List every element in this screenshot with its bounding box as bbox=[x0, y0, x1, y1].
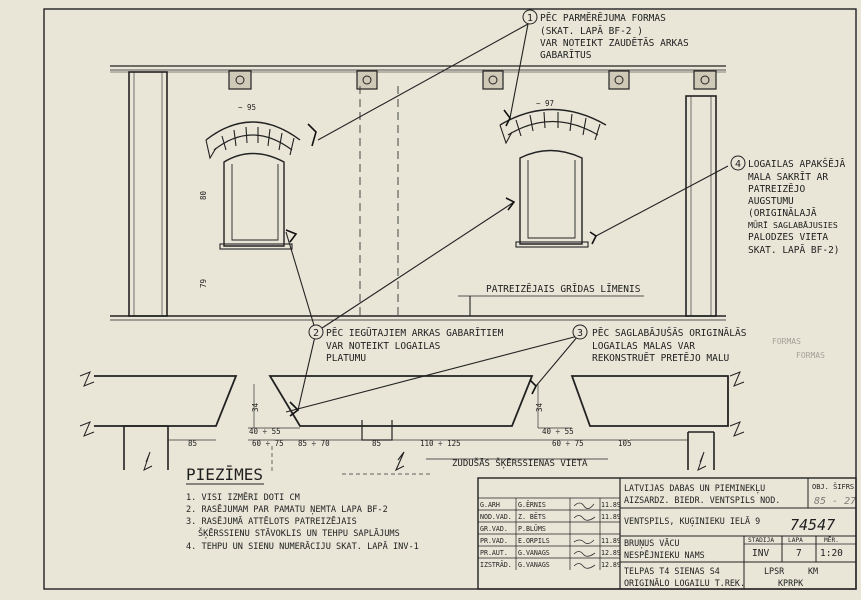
missing-wall-label: ZUDUŠĀS ŠĶĒRSSIENAS VIETA bbox=[452, 459, 588, 469]
staff-name-6: G.VANAGS bbox=[518, 561, 550, 569]
staff-date-6: 12.89 bbox=[601, 561, 621, 569]
note-4: 4. TEHPU UN SIENU NUMERĀCIJU SKAT. LAPĀ INV-1 bbox=[186, 542, 419, 552]
org-line-1: LATVIJAS DABAS UN PIEMINEKĻU bbox=[624, 483, 766, 493]
staff-name-5: G.VANAGS bbox=[518, 549, 550, 557]
floor-level-label: PATREIZĒJAIS GRĪDAS LĪMENIS bbox=[486, 284, 641, 295]
floor-line bbox=[110, 316, 726, 320]
staff-role-5: PR.AUT. bbox=[480, 549, 508, 557]
dim-height-left: 80 bbox=[199, 190, 208, 200]
drawing-title-line-2: ORIGINĀLO LOGAILU T.REK. bbox=[624, 578, 746, 588]
drawing-title-line-1: TELPAS T4 SIENAS S4 bbox=[624, 566, 720, 576]
staff-name-4: E.ORPILS bbox=[518, 537, 550, 545]
dim-60-75-right: 60 ÷ 75 bbox=[552, 439, 584, 448]
dept-1: LPSR bbox=[764, 566, 785, 576]
note-2: 2. RASĒJUMAM PAR PAMATU ŅEMTA LAPA BF-2 bbox=[186, 505, 388, 515]
callout-4-line-5: (ORIGINĀLAJĀ bbox=[748, 208, 817, 219]
staff-name-1: G.ĒRNIS bbox=[518, 501, 546, 509]
note-3b: ŠĶĒRSSIENU STĀVOKLIS UN TEHPU SAPLĀJUMS bbox=[198, 529, 400, 539]
staff-date-4: 11.89 bbox=[601, 537, 621, 545]
window-left bbox=[206, 122, 300, 249]
note-3: 3. RASĒJUMĀ ATTĒLOTS PATREIZĒJAIS bbox=[186, 517, 357, 527]
staff-role-6: IZSTRĀD. bbox=[480, 561, 512, 569]
callout-3-line-2: LOGAILAS MALAS VAR bbox=[592, 341, 695, 352]
dim-34-left: 34 bbox=[251, 402, 260, 412]
window-right bbox=[500, 110, 606, 248]
callout-4-line-8: SKAT. LAPĀ BF-2) bbox=[748, 245, 840, 256]
ceiling-cornice bbox=[110, 66, 726, 72]
staff-date-2: 11.89 bbox=[601, 513, 621, 521]
callout-1-line-1: PĒC PARMĒRĒJUMA FORMAS bbox=[540, 13, 666, 24]
sheet-value: 7 bbox=[796, 548, 802, 559]
dim-arch-left: ~ 95 bbox=[238, 103, 257, 112]
object-code-label: OBJ. ŠIFRS bbox=[812, 483, 855, 491]
dim-40-55-right: 40 ÷ 55 bbox=[542, 427, 574, 436]
pilasters bbox=[129, 72, 716, 316]
dim-sill-left: 79 bbox=[199, 278, 208, 288]
staff-date-1: 11.89 bbox=[601, 501, 621, 509]
stray-text-1: FORMAS bbox=[772, 337, 801, 346]
dim-110-125: 110 ÷ 125 bbox=[420, 439, 461, 448]
dim-85-70: 85 ÷ 70 bbox=[298, 439, 330, 448]
sheet-number: 74547 bbox=[790, 516, 836, 534]
staff-role-4: PR.VAD. bbox=[480, 537, 508, 545]
dept-3: KPRPK bbox=[778, 578, 804, 588]
dim-105: 105 bbox=[618, 439, 632, 448]
callout-number-1: 1 bbox=[527, 13, 534, 24]
staff-name-2: Z. BĒTS bbox=[518, 513, 546, 521]
dim-60-75-left: 60 ÷ 75 bbox=[252, 439, 284, 448]
callout-4-line-2: MALA SAKRĪT AR bbox=[748, 172, 829, 183]
callout-4-line-4: AUGSTUMU bbox=[748, 196, 794, 207]
callout-number-4: 4 bbox=[735, 159, 742, 170]
staff-role-3: GR.VAD. bbox=[480, 525, 508, 533]
leader-lines bbox=[286, 24, 728, 470]
signatures bbox=[574, 503, 595, 568]
org-line-2: AIZSARDZ. BIEDR. VENTSPILS NOD. bbox=[624, 495, 781, 505]
stage-label: STADIJA bbox=[748, 537, 775, 544]
building-line-1: BRUŅUS VĀCU bbox=[624, 538, 680, 548]
staff-role-1: G.ARH bbox=[480, 501, 500, 509]
dim-85-left: 85 bbox=[188, 439, 198, 448]
plan-view bbox=[80, 372, 744, 470]
callout-1-line-3: VAR NOTEIKT ZAUDĒTĀS ARKAS bbox=[540, 38, 689, 49]
staff-date-5: 12.89 bbox=[601, 549, 621, 557]
dim-40-55-left: 40 ÷ 55 bbox=[249, 427, 281, 436]
callout-2-line-1: PĒC IEGŪTAJIEM ARKAS GABARĪTIEM bbox=[326, 328, 504, 339]
callout-number-3: 3 bbox=[577, 328, 584, 339]
callout-4-line-6: MŪRĪ SAGLABĀJUSIES bbox=[748, 220, 838, 230]
building-line-2: NESPĒJNIEKU NAMS bbox=[624, 550, 705, 560]
plan-dimension-lines bbox=[168, 384, 688, 474]
callout-4-line-1: LOGAILAS APAKŠĒJĀ bbox=[748, 159, 846, 170]
staff-name-3: P.BLŪMS bbox=[518, 525, 546, 533]
scale-value: 1:20 bbox=[820, 548, 843, 559]
callout-4-line-3: PATREIZĒJO bbox=[748, 184, 806, 195]
notes-title: PIEZĪMES bbox=[186, 465, 264, 484]
callout-1-line-4: GABARĪTUS bbox=[540, 50, 592, 61]
callout-number-2: 2 bbox=[313, 328, 320, 339]
stray-text-2: FORMAS bbox=[796, 351, 825, 360]
callout-3-line-1: PĒC SAGLABĀJUŠĀS ORIGINĀLĀS bbox=[592, 328, 747, 339]
callout-1-line-2: (SKAT. LAPĀ BF-2 ) bbox=[540, 26, 643, 37]
staff-role-2: NOD.VAD. bbox=[480, 513, 512, 521]
dim-34-right: 34 bbox=[535, 402, 544, 412]
sheet-label: LAPA bbox=[788, 537, 803, 544]
address: VENTSPILS, KUĢINIEKU IELĀ 9 bbox=[624, 516, 761, 526]
stage-value: INV bbox=[752, 548, 770, 559]
scale-label: MĒR. bbox=[824, 537, 839, 544]
callout-4-line-7: PALODZES VIETA bbox=[748, 232, 829, 243]
dim-arch-right: ~ 97 bbox=[536, 99, 555, 108]
callout-2-line-2: VAR NOTEIKT LOGAILAS bbox=[326, 341, 441, 352]
axis-lines bbox=[360, 86, 398, 320]
beam-ends bbox=[229, 71, 716, 89]
note-1: 1. VISI IZMĒRI DOTI CM bbox=[186, 493, 300, 503]
callout-2-line-3: PLATUMU bbox=[326, 353, 367, 364]
callout-3-line-3: REKONSTRUĒT PRETĒJO MALU bbox=[592, 353, 730, 364]
dim-85-center: 85 bbox=[372, 439, 382, 448]
object-code-value: 85 - 27 bbox=[814, 496, 857, 507]
dept-2: KM bbox=[808, 566, 819, 576]
